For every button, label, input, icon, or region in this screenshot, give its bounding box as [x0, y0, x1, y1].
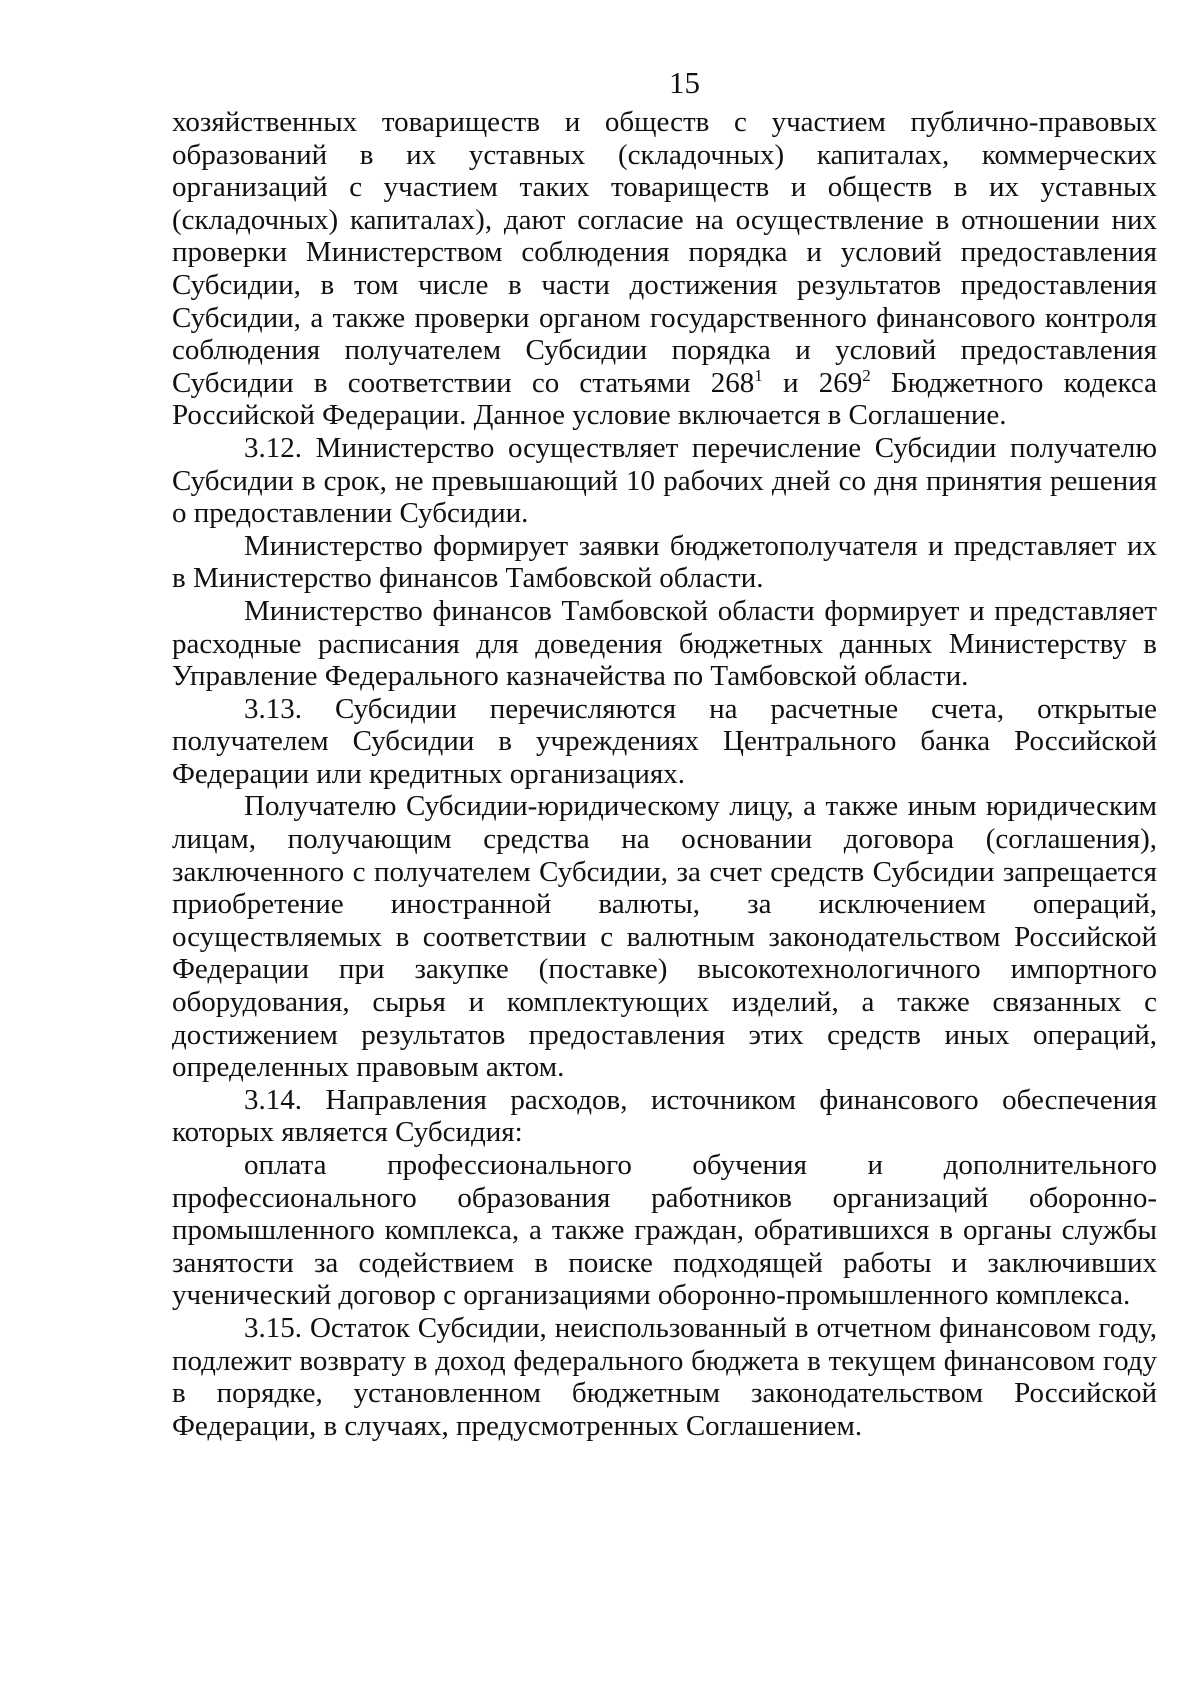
paragraph-1: [172, 106, 1157, 432]
page-number: 15: [669, 65, 700, 100]
paragraph-3-13: 3.13. Субсидии перечисляются на расчетные счета, открытые получателем Субсидии в учреждениях Центрального банка Российской Федерации или кредитных организациях.: [172, 692, 1157, 790]
paragraph-3-15: 3.15. Остаток Субсидии, неиспользованный в отчетном финансовом году, подлежит возврату в доход федерального бюджета в текущем финансовом году в порядке, установленном бюджетным законодательством Российской Федерации, в случаях, предусмотренных Соглашением.: [172, 1311, 1157, 1442]
superscript-2: 2: [862, 365, 871, 385]
paragraph-currency-ban: Получателю Субсидии-юридическому лицу, а также иным юридическим лицам, получающим средства на основании договора (соглашения), заключенного с получателем Субсидии, за счет средств Субсидии запрещается приобретение иностранной валюты, за исключением операций, осуществляемых в соответствии с валютным законодательством Российской Федерации при закупке (поставке) высокотехнологичного импортного оборудования, сырья и комплектующих изделий, а также связанных с достижением результатов предоставления этих средств иных операций, определенных правовым актом.: [172, 790, 1157, 1084]
paragraph-3-14: 3.14. Направления расходов, источником финансового обеспечения которых является Субсидия:: [172, 1083, 1157, 1149]
paragraph-training: оплата профессионального обучения и дополнительного профессионального образования работников организаций оборонно-промышленного комплекса, а также граждан, обратившихся в органы службы занятости за содействием в поиске подходящей работы и заключивших ученический договор с организациями оборонно-промышленного комплекса.: [172, 1149, 1157, 1312]
paragraph-1-mid: и 269: [762, 366, 863, 399]
paragraph-1-text: хозяйственных товариществ и обществ с участием публично-правовых образований в их уставных (складочных) капиталах, коммерческих организаций с участием таких товариществ и обществ в их уставных (складочных) капиталах), дают согласие на осуществление в отношении них проверки Министерством соблюдения порядка и условий предоставления Субсидии, в том числе в части достижения результатов предоставления Субсидии, а также проверки органом государственного финансового контроля соблюдения получателем Субсидии порядка и условий предоставления Субсидии в соответствии со статьями 268: [172, 106, 1157, 399]
paragraph-requests: Министерство формирует заявки бюджетополучателя и представляет их в Министерство финансов Тамбовской области.: [172, 529, 1157, 595]
superscript-1: 1: [754, 365, 763, 385]
paragraph-3-12: 3.12. Министерство осуществляет перечисление Субсидии получателю Субсидии в срок, не превышающий 10 рабочих дней со дня принятия решения о предоставлении Субсидии.: [172, 431, 1157, 530]
document-page: [172, 60, 1157, 1442]
paragraph-1-tail: Бюджетного кодекса Российской Федерации. Данное условие включается в Соглашение.: [172, 366, 1157, 432]
paragraph-schedules: Министерство финансов Тамбовской области формирует и представляет расходные расписания для доведения бюджетных данных Министерству в Управление Федерального казначейства по Тамбовской области.: [172, 594, 1157, 693]
